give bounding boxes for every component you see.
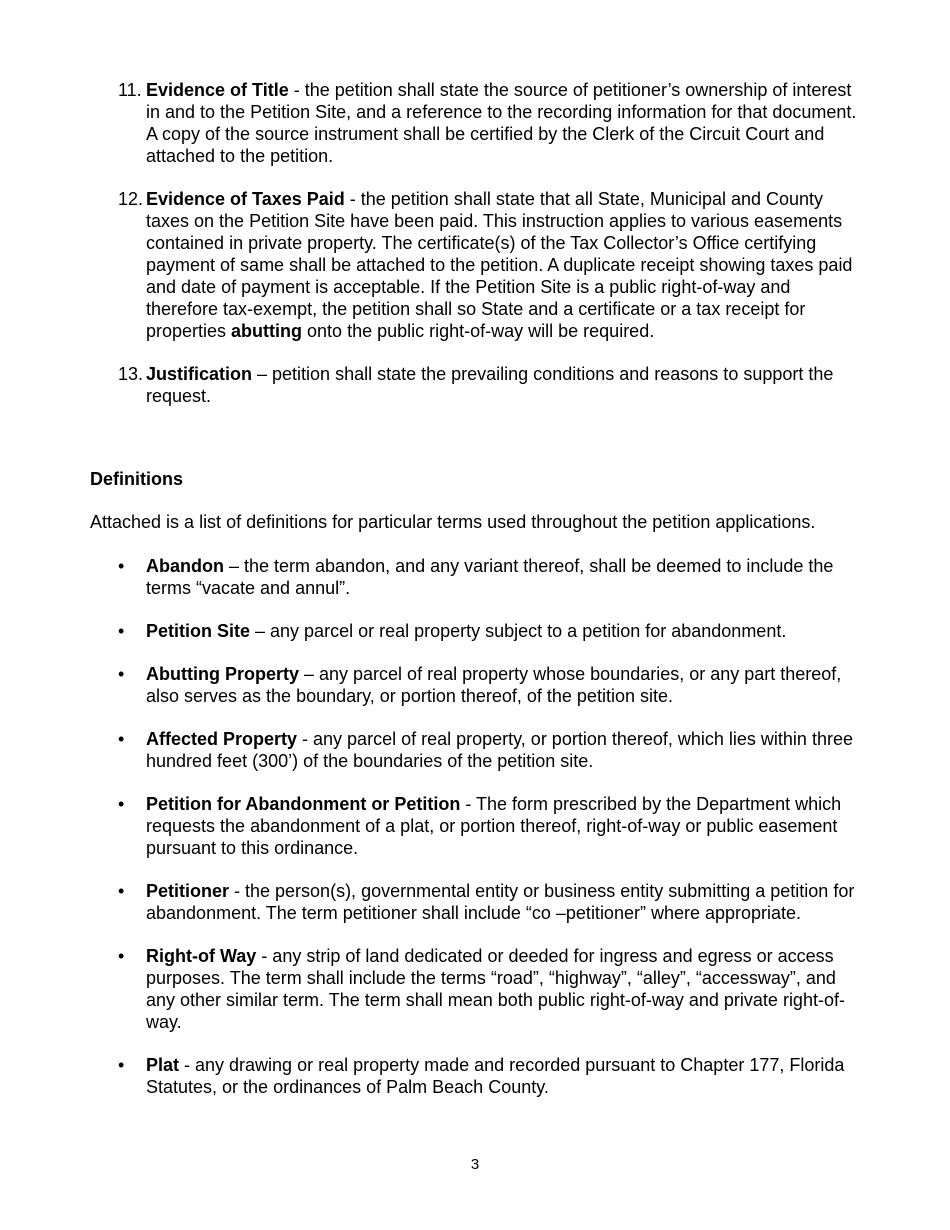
definition-text: - any parcel of real property, or portion thereof, which lies within three hundred feet (300’) of the boundaries of the petition site.	[146, 729, 853, 771]
item-term: Evidence of Title	[146, 80, 289, 100]
definition-term: Right-of Way	[146, 946, 257, 966]
definitions-intro: Attached is a list of definitions for particular terms used throughout the petition applications.	[90, 512, 816, 532]
bullet-icon: •	[118, 556, 125, 576]
bullet-icon: •	[118, 664, 125, 684]
definitions-heading: Definitions	[90, 469, 183, 489]
list-item-evidence-of-title	[118, 79, 863, 167]
bullet-icon: •	[118, 729, 125, 749]
definition-right-of-way	[118, 945, 863, 1033]
definition-text: – any parcel of real property whose boundaries, or any part thereof, also serves as the boundary, or portion thereof, of the petition site.	[146, 664, 842, 706]
definition-text: – any parcel or real property subject to a petition for abandonment.	[250, 621, 787, 641]
item-text-after: onto the public right-of-way will be required.	[302, 321, 655, 341]
bullet-icon: •	[118, 881, 125, 901]
definition-abandon	[118, 555, 863, 599]
item-number: 12.	[118, 189, 144, 209]
item-number: 11.	[118, 80, 142, 100]
definition-plat	[118, 1054, 863, 1098]
item-text: - the petition shall state that all State, Municipal and County taxes on the Petition Site have been paid. This instruction applies to various easements contained in private property. The certificate(s) of the Tax Collector’s Office certifying payment of same shall be attached to the petition. A duplicate receipt showing taxes paid and date of payment is acceptable. If the Petition Site is a public right-of-way and therefore tax-exempt, the petition shall so State and a certificate or a tax receipt for properties	[146, 189, 853, 341]
definition-text: – the term abandon, and any variant thereof, shall be deemed to include the terms “vacate and annul”.	[146, 556, 834, 598]
item-term: Evidence of Taxes Paid	[146, 189, 345, 209]
definition-affected-property	[118, 728, 863, 772]
definition-petition-site	[118, 620, 863, 642]
bullet-icon: •	[118, 946, 125, 966]
definition-petitioner	[118, 880, 863, 924]
numbered-list	[118, 79, 863, 428]
item-number: 13.	[118, 364, 144, 384]
definition-text: - any strip of land dedicated or deeded for ingress and egress or access purposes. The term shall include the terms “road”, “highway”, “alley”, “accessway”, and any other similar term. The term shall mean both public right-of-way and private right-of-way.	[146, 946, 845, 1032]
definition-term: Plat	[146, 1055, 180, 1075]
definition-term: Petition for Abandonment or Petition	[146, 794, 461, 814]
bullet-icon: •	[118, 1055, 125, 1075]
list-item-justification	[118, 363, 863, 407]
definition-term: Affected Property	[146, 729, 298, 749]
definitions-list	[118, 555, 863, 1119]
bullet-icon: •	[118, 794, 125, 814]
definition-term: Petition Site	[146, 621, 251, 641]
definition-text: - the person(s), governmental entity or business entity submitting a petition for abandonment. The term petitioner shall include “co –petitioner” where appropriate.	[146, 881, 855, 923]
page-number: 3	[470, 1156, 480, 1173]
definition-term: Abandon	[146, 556, 224, 576]
definition-term: Abutting Property	[146, 664, 299, 684]
item-term: Justification	[146, 364, 253, 384]
item-text: – petition shall state the prevailing conditions and reasons to support the request.	[146, 364, 834, 406]
definition-abutting-property	[118, 663, 863, 707]
list-item-evidence-of-taxes-paid	[118, 188, 863, 342]
definition-text: - The form prescribed by the Department which requests the abandonment of a plat, or portion thereof, right-of-way or public easement pursuant to this ordinance.	[146, 794, 842, 858]
bullet-icon: •	[118, 621, 125, 641]
item-text: - the petition shall state the source of petitioner’s ownership of interest in and to the Petition Site, and a reference to the recording information for that document. A copy of the source instrument shall be certified by the Clerk of the Circuit Court and attached to the petition.	[146, 80, 857, 166]
definition-petition-for-abandonment	[118, 793, 863, 859]
item-emphasis: abutting	[231, 321, 303, 341]
definition-term: Petitioner	[146, 881, 230, 901]
definition-text: - any drawing or real property made and recorded pursuant to Chapter 177, Florida Statutes, or the ordinances of Palm Beach County.	[146, 1055, 845, 1097]
